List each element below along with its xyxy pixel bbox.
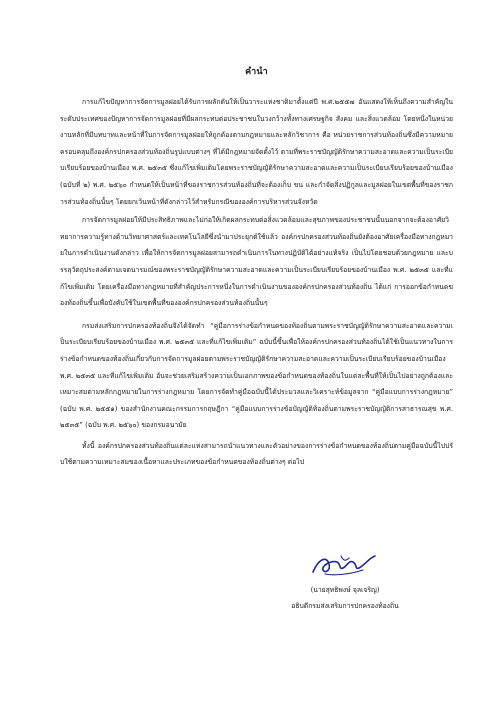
- signatory-position: อธิบดีกรมส่งเสริมการปกครองท้องถิ่น: [291, 602, 399, 610]
- paragraph-4: ทั้งนี้ องค์กรปกครองส่วนท้องถิ่นแต่ละแห่งสามารถนำแนวทางและตัวอย่างของการร่างข้อกำหนดของท้องถิ่นตามคู่มือฉบับนี้ไปปรับใช้ตามความเหมาะสมของเนื้อหาและประเภทของข้อกำหนดของท้องถิ่นต่างๆ ต่อไป: [60, 441, 453, 467]
- paragraph-3: กรมส่งเสริมการปกครองท้องถิ่นจึงได้จัดทำ “คู่มือการร่างข้อกำหนดของท้องถิ่นตามพระราชบัญญัติรักษาความสะอาดและความเป็นระเบียบเรียบร้อยของบ้านเมือง พ.ศ. ๒๕๓๕ และที่แก้ไขเพิ่มเติม” ฉบับนี้ขึ้นเพื่อให้องค์กรปกครองส่วนท้องถิ่นได้ใช้เป็นแนวทางในการร่างข้อกำหนดของท้องถิ่นเกี่ยวกับการจัดการมูลฝอยตามพระราชบัญญัติรักษาความสะอาดและความเป็นระเบียบเรียบร้อยของบ้านเมือง พ.ศ. ๒๕๓๕ และที่แก้ไขเพิ่มเติม อันจะช่วยเสริมสร้างความเป็นเอกภาพของข้อกำหนดของท้องถิ่นในแต่ละพื้นที่ให้เป็นไปอย่างถูกต้องและเหมาะสมตามหลักกฎหมายในการร่างกฎหมาย โดยการจัดทำคู่มือฉบับนี้ได้ประมวลและวิเคราะห์ข้อมูลจาก “คู่มือแบบการร่างกฎหมาย” (ฉบับ พ.ศ. ๒๕๕๑) ของสำนักงานคณะกรรมการกฤษฎีกา “คู่มือแบบการร่างข้อบัญญัติท้องถิ่นตามพระราชบัญญัติการสาธารณสุข พ.ศ. ๒๕๓๕” (ฉบับ พ.ศ. ๒๕๖๐) ของกรมอนามัย: [60, 321, 453, 430]
- handwritten-signature: [305, 548, 385, 582]
- signature-block: [260, 548, 430, 614]
- signatory-name: (นายสุทธิพงษ์ จุลเจริญ): [310, 586, 380, 594]
- paragraph-2: การจัดการมูลฝอยให้มีประสิทธิภาพและไม่ก่อให้เกิดผลกระทบต่อสิ่งแวดล้อมและสุขภาพของประชาชนนั้นนอกจากจะต้องอาศัยวิทยาการความรู้ทางด้านวิทยาศาสตร์และเทคโนโลยีซึ่งนำมาประยุกต์ใช้แล้ว องค์กรปกครองส่วนท้องถิ่นยังต้องอาศัยเครื่องมือทางกฎหมายในการดำเนินงานดังกล่าว เพื่อให้การจัดการมูลฝอยสามารถดำเนินการในทางปฏิบัติได้อย่างแท้จริง เป็นไปโดยชอบด้วยกฎหมาย และบรรลุวัตถุประสงค์ตามเจตนารมณ์ของพระราชบัญญัติรักษาความสะอาดและความเป็นระเบียบเรียบร้อยของบ้านเมือง พ.ศ. ๒๕๓๕ และที่แก้ไขเพิ่มเติม โดยเครื่องมือทางกฎหมายที่สำคัญประการหนึ่งในการดำเนินงานขององค์กรปกครองส่วนท้องถิ่น ได้แก่ การออกข้อกำหนดของท้องถิ่นขึ้นเพื่อบังคับใช้ในเขตพื้นที่ขององค์กรปกครองส่วนท้องถิ่นนั้นๆ: [60, 216, 453, 308]
- document-title: คำนำ: [245, 67, 268, 77]
- paragraph-1: การแก้ไขปัญหาการจัดการมูลฝอยได้รับการผลักดันให้เป็นวาระแห่งชาติมาตั้งแต่ปี พ.ศ.๒๕๕๗ อันแสดงให้เห็นถึงความสำคัญในระดับประเทศของปัญหาการจัดการมูลฝอยที่มีผลกระทบต่อประชาชนในวงกว้างทั้งทางเศรษฐกิจ สังคม และสิ่งแวดล้อม โดยหนึ่งในหน่วยงานหลักที่มีบทบาทและหน้าที่ในการจัดการมูลฝอยให้ถูกต้องตามกฎหมายและหลักวิชาการ คือ หน่วยราชการส่วนท้องถิ่นซึ่งมีความหมายครอบคลุมถึงองค์กรปกครองส่วนท้องถิ่นรูปแบบต่างๆ ที่ได้มีกฎหมายจัดตั้งไว้ ตามที่พระราชบัญญัติรักษาความสะอาดและความเป็นระเบียบเรียบร้อยของบ้านเมือง พ.ศ. ๒๕๓๕ ซึ่งแก้ไขเพิ่มเติมโดยพระราชบัญญัติรักษาความสะอาดและความเป็นระเบียบเรียบร้อยของบ้านเมือง (ฉบับที่ ๒) พ.ศ. ๒๕๖๐ กำหนดให้เป็นหน้าที่ของราชการส่วนท้องถิ่นที่จะต้องเก็บ ขน และกำจัดสิ่งปฏิกูลและมูลฝอยในเขตพื้นที่ของราชการส่วนท้องถิ่นนั้นๆ โดยยกเว้นหน้าที่ดังกล่าวไว้สำหรับกรณีขององค์การบริหารส่วนจังหวัด: [60, 98, 453, 206]
